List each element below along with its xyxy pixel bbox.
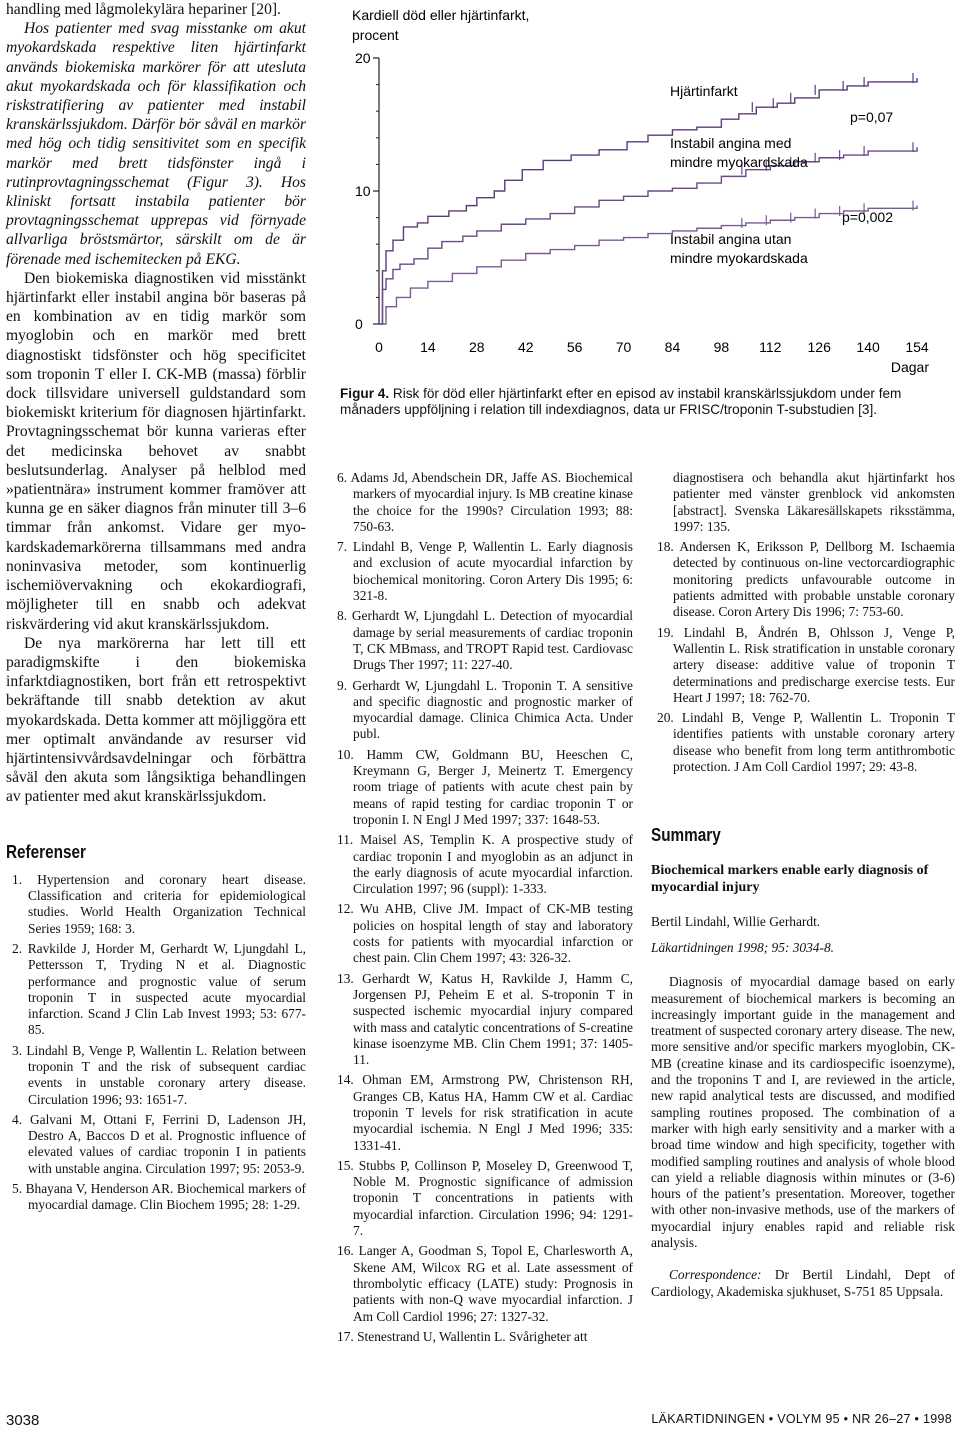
series-label: mindre myokardskada [670,154,808,170]
x-tick-label: 126 [807,339,831,355]
x-tick-label: 140 [856,339,880,355]
middle-column [331,470,633,1349]
correspondence-label: Correspondence: [669,1267,762,1283]
references-heading: Referenser [6,841,86,862]
reference-item: 11. Maisel AS, Templin K. A prospective study of cardiac troponin I and myoglobin as an adjunct in the early diagnosis of acute myocardial infarction. Circulation 1997; 96 (suppl): 1-333. [337,832,633,897]
reference-item: 5. Bhayana V, Henderson AR. Biochemical markers of myocardial damage. Clin Biochem 1995; 28: 1-29. [12,1181,306,1213]
right-column [651,470,955,1300]
series-label: mindre myokardskada [670,250,808,266]
reference-item: 9. Gerhardt W, Ljungdahl L. Troponin T. A sensitive and specific diagnostic and prognostic marker of myocardial damage. Clinica Chimica Acta. Under publ. [337,677,633,742]
reference-item: 19. Lindahl B, Åndrén B, Ohlsson J, Venge P, Wallentin L. Risk stratification in unstable coronary artery disease: additive value of troponin T determinations and predischarge exercise tests. Eur Heart J 1997; 18: 762-70. [657,624,955,705]
x-tick-label: 84 [664,339,681,355]
correspondence-text: Dr Bertil Lindahl, Dept of Cardiology, Akademiska sjukhuset, S-751 85 Uppsala. [651,1267,955,1299]
reference-item: 17. Stenestrand U, Wallentin L. Svårigheter att [337,1328,588,1344]
caption-label: Figur 4. [340,386,390,401]
summary-title: Biochemical markers enable early diagnosis of myocardial injury [651,862,929,895]
reference-item: 4. Galvani M, Ottani F, Ferrini D, Ladenson JH, Destro A, Baccos D et al. Prognostic influence of elevated values of cardiac troponin I in patients with unstable angina. Circulation 1997; 95: 2053-9. [12,1111,306,1176]
summary-authors: Bertil Lindahl, Willie Gerhardt. [651,913,821,929]
y-axis-label-line1: Kardiell död eller hjärtinfarkt, [352,7,530,23]
y-tick-label: 0 [355,316,363,332]
x-tick-label: 42 [517,339,534,355]
reference-item: 2. Ravkilde J, Horder M, Gerhardt W, Ljungdahl L, Pettersson T, Tryding N et al. Diagnostic performance and prognostic value of serum troponin T in suspected acute myocardial infarction. Scand J Clin Lab Invest 1993; 53: 677-85. [12,940,306,1038]
summary-abstract: Diagnosis of myocardial damage based on early measurement of biochemical markers is becoming an increasingly important guide in the management and treatment of suspected coronary artery disease. The new, more sensitive and/or specific markers myoglobin, CK-MB (creatine kinase and its cardiospecific isoenzyme), and the troponins T and I, are reviewed in the article, new rapid analytical tests are discussed, and modified sampling routines proposed. The combination of a marker with high early sensitivity and a marker with a broad time window and high specificity, together with modified sampling routines and analysis of whole blood can yield a reliable diagnosis within minutes or (3-6) hours of the patient’s presentation. Moreover, together with other non-invasive methods, use of the markers of myocardial injury enables rapid and reliable risk analysis. [651,974,955,1250]
series-label: Instabil angina med [670,135,792,151]
reference-list [651,470,955,775]
p-value-annotation: p=0,07 [850,109,894,125]
y-tick-label: 10 [355,183,371,199]
reference-item: 3. Lindahl B, Venge P, Wallentin L. Relation between troponin T and the risk of subsequent cardiac events in unstable coronary artery disease. Circulation 1996; 93: 1651-7. [12,1042,306,1107]
reference-item-continued: diagnostisera och behandla akut hjärtinfarkt hos patienter med vänster grenblock vid ankomsten [abstract]. Svenska Läkaresällskapets riksstämma, 1997: 135. [673,470,955,534]
reference-item: 14. Ohman EM, Armstrong PW, Christenson RH, Granges CB, Katus HA, Hamm CW et al. Cardiac troponin T levels for risk stratification in acute myocardial ischemia. N Engl J Med 1996; 335: 1331-41. [337,1072,633,1153]
x-tick-label: 112 [759,339,782,355]
body-paragraph: Den biokemiska diagnostiken vid misstänkt hjärtinfarkt eller instabil angina bör baseras på en kombination av en tidig markör som myoglobin och en markör med brett diagnostiskt tidsfönster och hög specificitet som troponin T eller I. CK-MB (massa) förblir dock tillsvidare universell guldstandard som biokemiskt kriterium för diagnosen hjärtinfarkt. Provtagningsschemat bör kunna varieras efter det medicinska behovet av snabbt beslutsunderlag. Analyser på helblod med »patientnära» instrument kommer framöver att kunna ge en säker diagnos från minuter till 3–6 timmar från ankomst. Vidare ger myo-kardskademarkörerna tillsammans med andra noninvasiva metoder, som kontinuerlig ischemiövervakning och ekokardiografi, möjligheter till en snabb och adekvat riskvärdering vid akut kranskärlssjukdom. [6,269,306,633]
series-label: Instabil angina utan [670,231,792,247]
body-paragraph: De nya markörerna har lett till ett paradigmskifte i den biokemiska infarktdiagnostiken, bort från ett retrospektivt bekräftande till snabb detektion av akut myokardskada. Detta kommer att möjliggöra ett mer optimalt användande av resurser vid hjärtintensivvårdsavdelningar och förbättra såväl den akuta som långsiktiga behandlingen av patienter med akut kranskärlssjukdom. [6,634,306,806]
reference-list [6,872,306,1214]
reference-item: 1. Hypertension and coronary heart disease. Classification and criteria for epidemiological studies. World Health Organization Technical Series 1959; 168: 3. [12,871,306,936]
series-label: Hjärtinfarkt [670,83,738,99]
x-tick-label: 154 [905,339,929,355]
x-tick-label: 56 [566,339,583,355]
reference-item: 8. Gerhardt W, Ljungdahl L. Detection of myocardial damage by serial measurements of cardiac troponin T, CK MBmass, and TROPT Rapid test. Cardiovasc Drugs Ther 1997; 11: 227-40. [337,608,633,673]
x-tick-label: 0 [375,339,383,355]
reference-item: 16. Langer A, Goodman S, Topol E, Charlesworth A, Skene AM, Wilcox RG et al. Late assessment of thrombolytic efficacy (LATE) study: Prognosis in patients with non-Q wave myocardial infarction. J Am Coll Cardiol 1996; 27: 1327-32. [337,1243,633,1324]
series-line [379,206,917,324]
journal-footer: LÄKARTIDNINGEN • VOLYM 95 • NR 26–27 • 1998 [651,1412,952,1426]
body-paragraph-italic: Hos patienter med svag misstanke om akut myokardskada respektive liten hjärtinfarkt används biokemiska markörer för att utesluta akut myokardskada och för klassifikation och riskstratifiering av patienter med instabil kranskärlssjukdom. Därför bör såväl en markör med hög och tidig sensitivitet som en specifik markör med brett tidsfönster ingå i rutinprovtagningsschemat (Figur 3). Hos kliniskt fortsatt instabila patienter bör provtagningsschemat upprepas vid förnyade allvarliga bröstsmärtor, särskilt om de är förenade med ischemitecken på EKG. [6,20,306,268]
y-tick-label: 20 [355,50,371,66]
summary-citation: Läkartidningen 1998; 95: 3034-8. [651,939,834,955]
correspondence [651,1267,955,1300]
page-number: 3038 [6,1412,40,1429]
figure-caption [340,386,940,418]
p-value-annotation: p=0,002 [842,209,893,225]
reference-list [331,470,633,1345]
x-tick-label: 28 [469,339,485,355]
y-axis-label-line2: procent [352,27,399,43]
figure-4 [340,0,952,445]
reference-item: 13. Gerhardt W, Katus H, Ravkilde J, Hamm C, Jorgensen PJ, Peheim E et al. S-troponin T in suspected ischemic myocardial injury compared with mass and catalytic concentrations of S-creatine kinase isoenzyme MB. Clin Chem 1991; 37: 1405-11. [337,970,633,1068]
x-axis-label: Dagar [890,359,929,375]
x-tick-label: 98 [713,339,730,355]
reference-item: 12. Wu AHB, Clive JM. Impact of CK-MB testing policies on hospital length of stay and laboratory costs for patients with myocardial infarction or chest pain. Clin Chem 1997; 43: 326-32. [337,901,633,966]
reference-item: 10. Hamm CW, Goldmann BU, Heeschen C, Kreymann G, Berger J, Meinertz T. Emergency room triage of patients with acute chest pain by means of rapid testing for cardiac troponin T or troponin I. N Engl J Med 1997; 337: 1648-53. [337,746,633,827]
reference-item: 18. Andersen K, Eriksson P, Dellborg M. Ischaemia detected by continuous on-line vectorcardiographic monitoring predicts unfavourable outcome in patients admitted with probable unstable coronary disease. Coron Artery Dis 1996; 7: 753-60. [657,539,955,620]
reference-item: 6. Adams Jd, Abendschein DR, Jaffe AS. Biochemical markers of myocardial injury. Is MB creatine kinase the choice for the 1990s? Circulation 1993; 88: 750-63. [337,470,633,534]
x-tick-label: 14 [420,339,436,355]
left-column [6,0,306,1218]
reference-item: 15. Stubbs P, Collinson P, Moseley D, Greenwood T, Noble M. Prognostic significance of admission troponin T concentrations in patients with myocardial infarction. Circulation 1996; 94: 1291-7. [337,1157,633,1239]
reference-item: 7. Lindahl B, Venge P, Wallentin L. Early diagnosis and exclusion of acute myocardial infarction by biochemical monitoring. Coron Artery Dis 1995; 6: 321-8. [337,539,633,604]
km-chart [340,0,952,385]
body-paragraph: handling med lågmolekylära hepariner [20]. [6,1,281,18]
reference-item: 20. Lindahl B, Venge P, Wallentin L. Troponin T identifies patients with unstable coronary artery disease who benefit from long term antithrombotic protection. J Am Coll Cardiol 1997; 29: 43-8. [657,710,955,775]
x-tick-label: 70 [615,339,632,355]
summary-heading: Summary [651,825,721,846]
series-line [379,78,917,324]
caption-text: Risk för död eller hjärtinfarkt efter en episod av instabil kranskärlssjukdom under fem månaders uppföljning i relation till indexdiagnos, data ur FRISC/troponin T-substudien [3]. [340,386,902,417]
